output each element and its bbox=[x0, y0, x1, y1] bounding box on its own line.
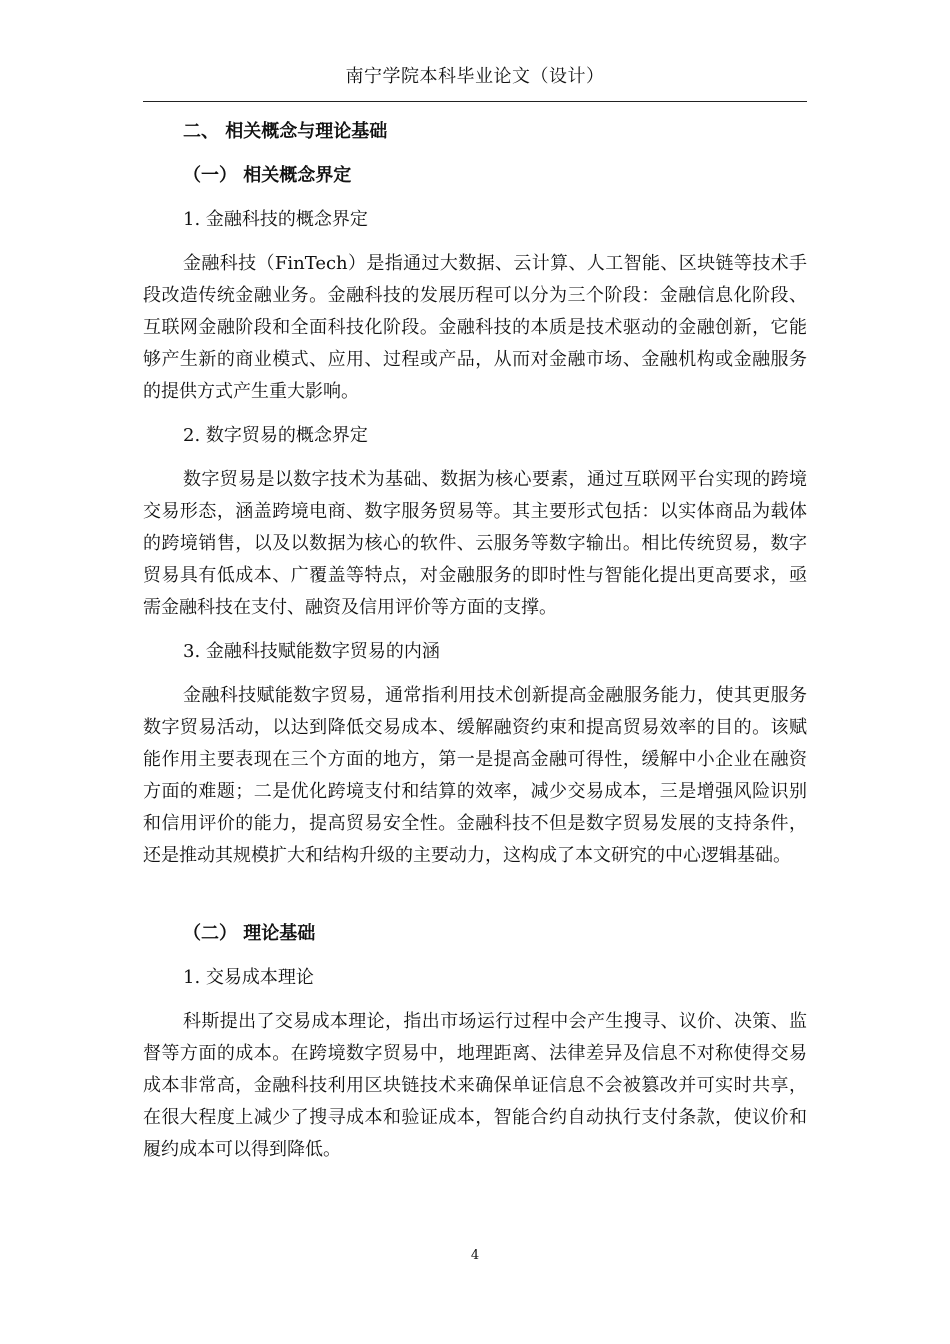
item-heading-fintech: 1. 金融科技的概念界定 bbox=[183, 209, 368, 230]
section-heading: 二、 相关概念与理论基础 bbox=[183, 121, 388, 142]
page-number: 4 bbox=[470, 1248, 480, 1263]
subsection-heading-theory: （二） 理论基础 bbox=[183, 923, 316, 944]
paragraph-empowerment: 金融科技赋能数字贸易，通常指利用技术创新提高金融服务能力，使其更服务数字贸易活动，以达到降低交易成本、缓解融资约束和提高贸易效率的目的。该赋能作用主要表现在三个方面的地方，第一是提高金融可得性，缓解中小企业在融资方面的难题；二是优化跨境支付和结算的效率，减少交易成本，三是增强风险识别和信用评价的能力，提高贸易安全性。金融科技不但是数字贸易发展的支持条件，还是推动其规模扩大和结构升级的主要动力，这构成了本文研究的中心逻辑基础。 bbox=[143, 685, 807, 866]
paragraph-fintech: 金融科技（FinTech）是指通过大数据、云计算、人工智能、区块链等技术手段改造传统金融业务。金融科技的发展历程可以分为三个阶段：金融信息化阶段、互联网金融阶段和全面科技化阶段。金融科技的本质是技术驱动的金融创新，它能够产生新的商业模式、应用、过程或产品，从而对金融市场、金融机构或金融服务的提供方式产生重大影响。 bbox=[143, 253, 807, 402]
page-header bbox=[143, 66, 807, 102]
paragraph-digital-trade: 数字贸易是以数字技术为基础、数据为核心要素，通过互联网平台实现的跨境交易形态，涵盖跨境电商、数字服务贸易等。其主要形式包括：以实体商品为载体的跨境销售，以及以数据为核心的软件、云服务等数字输出。相比传统贸易，数字贸易具有低成本、广覆盖等特点，对金融服务的即时性与智能化提出更高要求，亟需金融科技在支付、融资及信用评价等方面的支撑。 bbox=[143, 469, 807, 618]
item-heading-empowerment: 3. 金融科技赋能数字贸易的内涵 bbox=[183, 641, 440, 662]
item-heading-digital-trade: 2. 数字贸易的概念界定 bbox=[183, 425, 368, 446]
header-title: 南宁学院本科毕业论文（设计） bbox=[345, 66, 605, 87]
paragraph-transaction-cost: 科斯提出了交易成本理论，指出市场运行过程中会产生搜寻、议价、决策、监督等方面的成本。在跨境数字贸易中，地理距离、法律差异及信息不对称使得交易成本非常高，金融科技利用区块链技术来确保单证信息不会被篡改并可实时共享，在很大程度上减少了搜寻成本和验证成本，智能合约自动执行支付条款，使议价和履约成本可以得到降低。 bbox=[143, 1011, 807, 1160]
subsection-heading-concepts: （一） 相关概念界定 bbox=[183, 165, 352, 186]
item-heading-transaction-cost: 1. 交易成本理论 bbox=[183, 967, 314, 988]
